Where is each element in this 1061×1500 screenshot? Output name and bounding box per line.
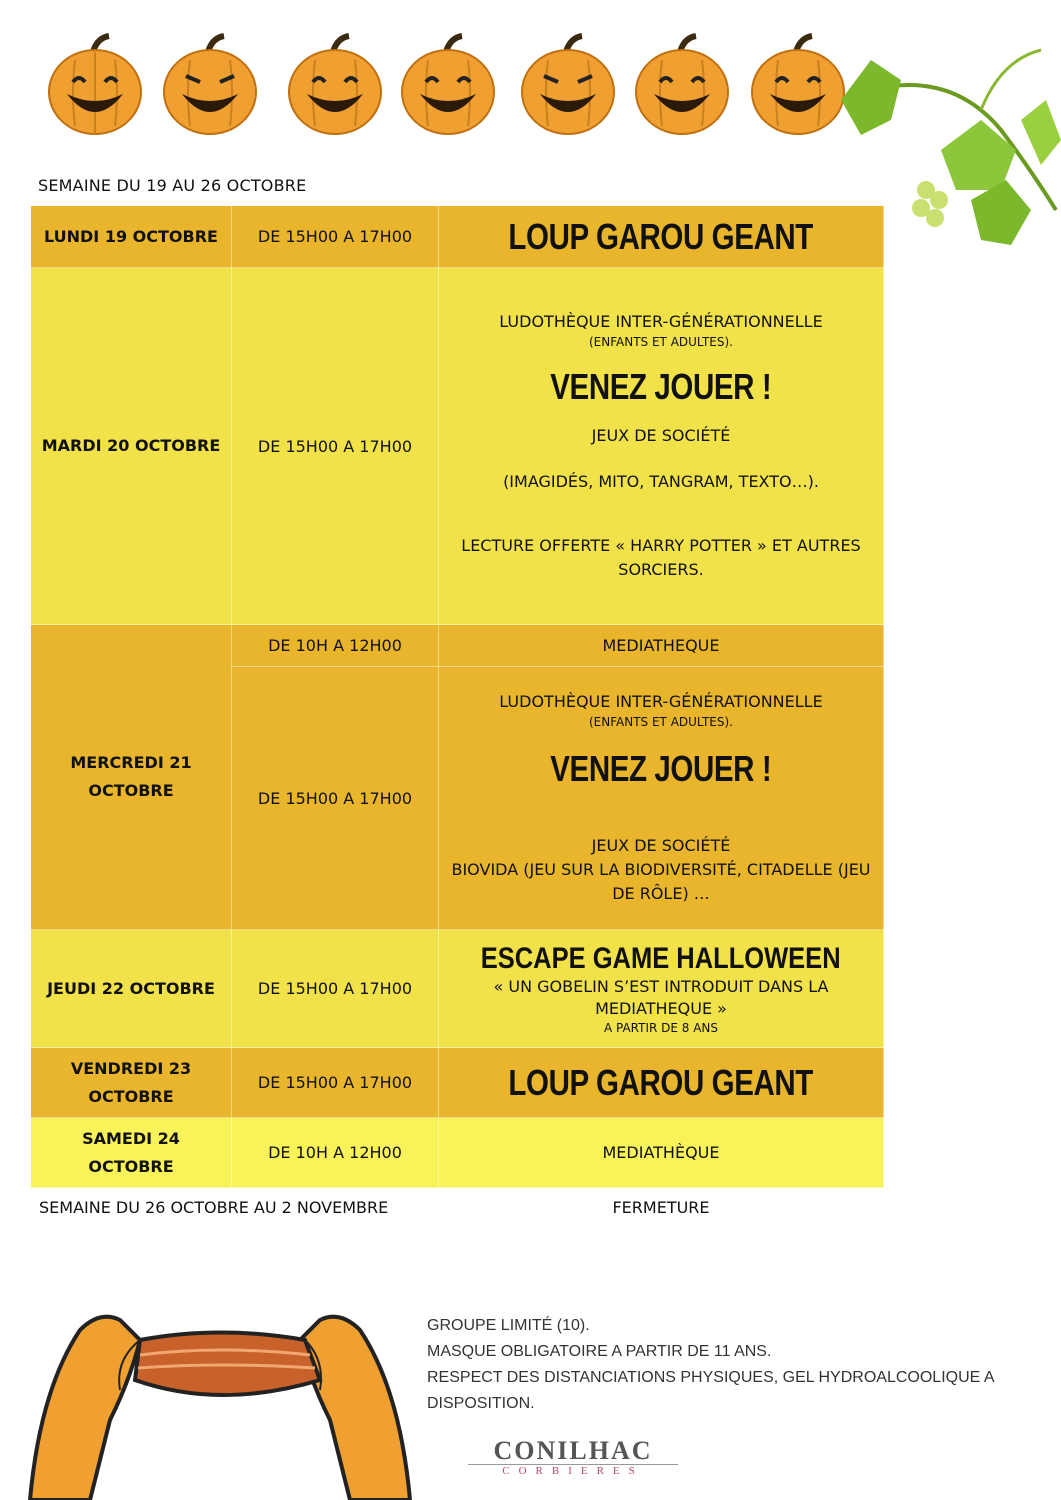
activity-cell: [439, 206, 884, 268]
activity-line: JEUX DE SOCIÉTÉ: [591, 836, 731, 855]
note-line: GROUPE LIMITÉ (10).: [427, 1317, 590, 1334]
activity-title: VENEZ JOUER !: [550, 748, 772, 789]
row-tuesday: [31, 268, 884, 625]
day-cell: SAMEDI 24 OCTOBRE: [31, 1118, 232, 1188]
activity-cell: [439, 1048, 884, 1118]
week2-label: SEMAINE DU 26 OCTOBRE AU 2 NOVEMBRE: [31, 1188, 439, 1228]
pumpkin-icon: [632, 30, 732, 140]
row-thursday: [31, 930, 884, 1048]
row-week2: [31, 1188, 884, 1228]
day-cell: MARDI 20 OCTOBRE: [31, 268, 232, 625]
time-cell: DE 15H00 A 17H00: [232, 206, 439, 268]
activity-line: BIOVIDA (JEU SUR LA BIODIVERSITÉ, CITADELLE (JEU DE RÔLE) …: [451, 860, 871, 903]
activity-title: ESCAPE GAME HALLOWEEN: [481, 941, 841, 975]
activity-cell: MEDIATHÈQUE: [439, 1118, 884, 1188]
notes-block: [427, 1313, 1057, 1417]
week2-value: FERMETURE: [439, 1188, 884, 1228]
activity-cell: [439, 268, 884, 625]
activity-line: (ENFANTS ET ADULTES).: [588, 335, 733, 349]
pumpkin-row: [40, 30, 860, 140]
logo-main: CONILHAC: [493, 1436, 653, 1465]
activity-title-wrap: [447, 748, 875, 790]
pumpkin-icon: [518, 30, 618, 140]
time-cell: DE 15H00 A 17H00: [232, 667, 439, 930]
row-monday: [31, 206, 884, 268]
row-wednesday-morning: [31, 625, 884, 667]
activity-line: LUDOTHÈQUE INTER-GÉNÉRATIONNELLE: [499, 312, 823, 331]
activity-line: (IMAGIDÉS, MITO, TANGRAM, TEXTO…).: [503, 472, 819, 491]
time-cell: DE 15H00 A 17H00: [232, 930, 439, 1048]
note-line: RESPECT DES DISTANCIATIONS PHYSIQUES, GEL HYDROALCOOLIQUE A DISPOSITION.: [427, 1369, 994, 1412]
day-cell: VENDREDI 23 OCTOBRE: [31, 1048, 232, 1118]
pumpkin-icon: [45, 30, 145, 140]
activity-cell: [439, 930, 884, 1048]
pumpkin-icon: [285, 30, 385, 140]
day-cell: MERCREDI 21 OCTOBRE: [31, 625, 232, 930]
activity-title: LOUP GAROU GEANT: [508, 215, 814, 257]
conilhac-logo: [468, 1436, 678, 1477]
time-cell: DE 15H00 A 17H00: [232, 268, 439, 625]
activity-line: A PARTIR DE 8 ANS: [603, 1020, 719, 1035]
activity-cell: MEDIATHEQUE: [439, 625, 884, 667]
week-title: SEMAINE DU 19 AU 26 OCTOBRE: [38, 176, 307, 195]
row-saturday: [31, 1118, 884, 1188]
activity-title-wrap: [447, 366, 875, 408]
day-cell: LUNDI 19 OCTOBRE: [31, 206, 232, 268]
activity-line: « UN GOBELIN S’EST INTRODUIT DANS LA MEDIATHEQUE »: [493, 976, 829, 1018]
row-friday: [31, 1048, 884, 1118]
activity-line: LECTURE OFFERTE « HARRY POTTER » ET AUTRES SORCIERS.: [461, 536, 861, 579]
activity-cell: [439, 667, 884, 930]
activity-line: LUDOTHÈQUE INTER-GÉNÉRATIONNELLE: [499, 692, 823, 711]
time-cell: DE 10H A 12H00: [232, 625, 439, 667]
hands-mask-icon: [20, 1300, 420, 1500]
note-line: MASQUE OBLIGATOIRE A PARTIR DE 11 ANS.: [427, 1343, 772, 1360]
time-cell: DE 15H00 A 17H00: [232, 1048, 439, 1118]
pumpkin-icon: [160, 30, 260, 140]
activity-line: JEUX DE SOCIÉTÉ: [591, 426, 731, 445]
schedule-table: [30, 205, 884, 1228]
activity-title: VENEZ JOUER !: [550, 366, 772, 407]
logo-sub: CORBIERES: [468, 1464, 678, 1477]
activity-line: (ENFANTS ET ADULTES).: [588, 715, 733, 729]
activity-title: LOUP GAROU GEANT: [508, 1061, 814, 1103]
pumpkin-icon: [398, 30, 498, 140]
day-cell: JEUDI 22 OCTOBRE: [31, 930, 232, 1048]
time-cell: DE 10H A 12H00: [232, 1118, 439, 1188]
